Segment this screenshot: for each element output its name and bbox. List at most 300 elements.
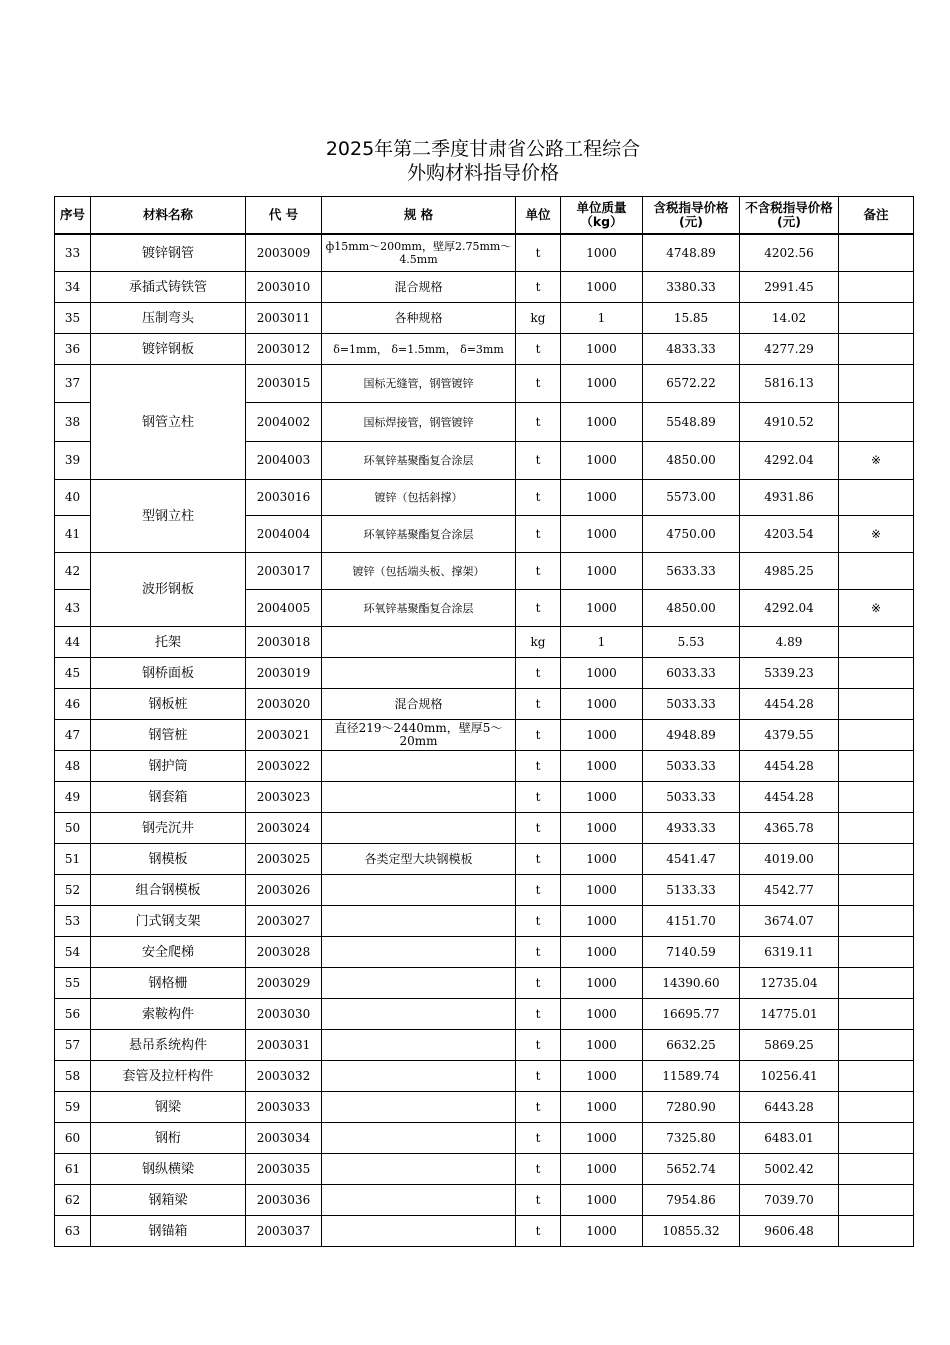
cell-name: 门式钢支架 (91, 906, 246, 937)
cell-spec: 镀锌（包括端头板、撑架） (322, 553, 516, 590)
cell-spec (322, 751, 516, 782)
header-note: 备注 (839, 197, 914, 235)
table-row (55, 658, 914, 689)
table-row (55, 968, 914, 999)
cell-mass: 1000 (561, 782, 643, 813)
cell-price-notax: 5816.13 (740, 365, 839, 403)
cell-code: 2003022 (246, 751, 322, 782)
cell-note (839, 999, 914, 1030)
cell-spec (322, 999, 516, 1030)
cell-note (839, 720, 914, 751)
cell-price-tax: 4850.00 (643, 590, 740, 627)
cell-price-tax: 11589.74 (643, 1061, 740, 1092)
cell-unit: kg (516, 303, 561, 334)
cell-price-notax: 6443.28 (740, 1092, 839, 1123)
cell-price-tax: 5573.00 (643, 480, 740, 516)
header-price-tax: 含税指导价格(元) (643, 197, 740, 235)
cell-code: 2003029 (246, 968, 322, 999)
cell-note (839, 303, 914, 334)
table-row (55, 720, 914, 751)
cell-price-notax: 4019.00 (740, 844, 839, 875)
cell-note (839, 272, 914, 303)
cell-spec (322, 1154, 516, 1185)
cell-unit: t (516, 234, 561, 272)
cell-seq: 48 (55, 751, 91, 782)
cell-price-notax: 4542.77 (740, 875, 839, 906)
cell-price-tax: 4748.89 (643, 234, 740, 272)
cell-unit: t (516, 906, 561, 937)
cell-mass: 1000 (561, 1092, 643, 1123)
cell-spec (322, 968, 516, 999)
cell-seq: 49 (55, 782, 91, 813)
cell-note (839, 937, 914, 968)
cell-code: 2003036 (246, 1185, 322, 1216)
cell-price-tax: 4948.89 (643, 720, 740, 751)
cell-name: 钢桁 (91, 1123, 246, 1154)
cell-note (839, 334, 914, 365)
cell-note (839, 813, 914, 844)
cell-name: 钢箱梁 (91, 1185, 246, 1216)
cell-seq: 60 (55, 1123, 91, 1154)
cell-code: 2003025 (246, 844, 322, 875)
cell-spec: δ=1mm， δ=1.5mm， δ=3mm (322, 334, 516, 365)
cell-seq: 55 (55, 968, 91, 999)
cell-seq: 41 (55, 516, 91, 553)
cell-price-tax: 5652.74 (643, 1154, 740, 1185)
cell-name: 套管及拉杆构件 (91, 1061, 246, 1092)
cell-code: 2003016 (246, 480, 322, 516)
cell-spec (322, 627, 516, 658)
cell-code: 2004004 (246, 516, 322, 553)
cell-mass: 1000 (561, 365, 643, 403)
cell-price-notax: 4292.04 (740, 590, 839, 627)
cell-price-notax: 4203.54 (740, 516, 839, 553)
cell-mass: 1000 (561, 906, 643, 937)
cell-mass: 1000 (561, 658, 643, 689)
cell-note (839, 553, 914, 590)
cell-seq: 43 (55, 590, 91, 627)
cell-price-notax: 4931.86 (740, 480, 839, 516)
cell-price-tax: 4850.00 (643, 442, 740, 480)
cell-note: ※ (839, 516, 914, 553)
cell-unit: t (516, 516, 561, 553)
cell-code: 2003035 (246, 1154, 322, 1185)
cell-note (839, 1030, 914, 1061)
cell-price-notax: 2991.45 (740, 272, 839, 303)
cell-price-tax: 4541.47 (643, 844, 740, 875)
cell-mass: 1000 (561, 813, 643, 844)
cell-price-tax: 5548.89 (643, 403, 740, 442)
cell-code: 2003023 (246, 782, 322, 813)
cell-spec (322, 937, 516, 968)
cell-spec: 混合规格 (322, 689, 516, 720)
cell-spec (322, 658, 516, 689)
table-row (55, 365, 914, 403)
cell-price-notax: 4379.55 (740, 720, 839, 751)
cell-note (839, 751, 914, 782)
table-row (55, 272, 914, 303)
cell-code: 2003034 (246, 1123, 322, 1154)
cell-seq: 44 (55, 627, 91, 658)
cell-price-notax: 10256.41 (740, 1061, 839, 1092)
cell-unit: t (516, 875, 561, 906)
cell-mass: 1 (561, 627, 643, 658)
cell-mass: 1000 (561, 403, 643, 442)
cell-price-notax: 9606.48 (740, 1216, 839, 1247)
cell-code: 2004005 (246, 590, 322, 627)
cell-spec (322, 1030, 516, 1061)
cell-note: ※ (839, 442, 914, 480)
header-seq: 序号 (55, 197, 91, 235)
cell-price-tax: 4151.70 (643, 906, 740, 937)
cell-seq: 62 (55, 1185, 91, 1216)
cell-price-notax: 4277.29 (740, 334, 839, 365)
cell-mass: 1000 (561, 590, 643, 627)
cell-code: 2004003 (246, 442, 322, 480)
cell-unit: t (516, 403, 561, 442)
table-row (55, 553, 914, 590)
cell-code: 2003018 (246, 627, 322, 658)
cell-name: 型钢立柱 (91, 480, 246, 553)
cell-mass: 1000 (561, 480, 643, 516)
cell-name: 钢管桩 (91, 720, 246, 751)
cell-note (839, 658, 914, 689)
cell-price-tax: 6572.22 (643, 365, 740, 403)
cell-mass: 1000 (561, 1030, 643, 1061)
cell-name: 托架 (91, 627, 246, 658)
cell-spec: 镀锌（包括斜撑） (322, 480, 516, 516)
cell-note (839, 1154, 914, 1185)
cell-price-tax: 7325.80 (643, 1123, 740, 1154)
cell-code: 2003010 (246, 272, 322, 303)
cell-seq: 61 (55, 1154, 91, 1185)
cell-unit: t (516, 365, 561, 403)
cell-unit: t (516, 334, 561, 365)
cell-note (839, 1092, 914, 1123)
cell-name: 钢板桩 (91, 689, 246, 720)
cell-mass: 1000 (561, 875, 643, 906)
cell-mass: 1000 (561, 553, 643, 590)
cell-unit: t (516, 782, 561, 813)
cell-seq: 42 (55, 553, 91, 590)
cell-seq: 45 (55, 658, 91, 689)
cell-unit: t (516, 999, 561, 1030)
cell-price-tax: 3380.33 (643, 272, 740, 303)
cell-mass: 1000 (561, 272, 643, 303)
table-row (55, 844, 914, 875)
header-unit: 单位 (516, 197, 561, 235)
cell-seq: 53 (55, 906, 91, 937)
table-row (55, 1154, 914, 1185)
cell-price-notax: 3674.07 (740, 906, 839, 937)
cell-price-tax: 15.85 (643, 303, 740, 334)
cell-price-tax: 5133.33 (643, 875, 740, 906)
cell-note (839, 627, 914, 658)
cell-seq: 39 (55, 442, 91, 480)
cell-spec (322, 875, 516, 906)
price-table (54, 196, 914, 1247)
cell-code: 2003032 (246, 1061, 322, 1092)
cell-mass: 1000 (561, 1185, 643, 1216)
cell-seq: 47 (55, 720, 91, 751)
cell-unit: t (516, 272, 561, 303)
cell-spec: 环氧锌基聚酯复合涂层 (322, 442, 516, 480)
header-spec: 规 格 (322, 197, 516, 235)
cell-price-notax: 5339.23 (740, 658, 839, 689)
cell-unit: t (516, 689, 561, 720)
cell-spec: 各种规格 (322, 303, 516, 334)
cell-mass: 1000 (561, 1216, 643, 1247)
table-row (55, 813, 914, 844)
cell-code: 2003030 (246, 999, 322, 1030)
cell-code: 2003033 (246, 1092, 322, 1123)
cell-note (839, 782, 914, 813)
cell-price-notax: 4202.56 (740, 234, 839, 272)
header-mass: 单位质量（kg） (561, 197, 643, 235)
cell-unit: t (516, 720, 561, 751)
cell-note (839, 1216, 914, 1247)
cell-code: 2003011 (246, 303, 322, 334)
cell-seq: 63 (55, 1216, 91, 1247)
cell-seq: 52 (55, 875, 91, 906)
cell-code: 2003027 (246, 906, 322, 937)
cell-code: 2003028 (246, 937, 322, 968)
cell-price-tax: 6033.33 (643, 658, 740, 689)
cell-price-notax: 5002.42 (740, 1154, 839, 1185)
cell-price-tax: 7140.59 (643, 937, 740, 968)
cell-mass: 1000 (561, 1123, 643, 1154)
cell-unit: t (516, 480, 561, 516)
cell-name: 钢管立柱 (91, 365, 246, 480)
cell-price-tax: 4933.33 (643, 813, 740, 844)
cell-note (839, 968, 914, 999)
table-row (55, 1216, 914, 1247)
table-row (55, 480, 914, 516)
cell-unit: t (516, 1154, 561, 1185)
table-row (55, 1092, 914, 1123)
cell-mass: 1000 (561, 689, 643, 720)
table-row (55, 782, 914, 813)
cell-name: 索鞍构件 (91, 999, 246, 1030)
cell-unit: t (516, 937, 561, 968)
cell-unit: t (516, 1030, 561, 1061)
cell-price-tax: 5033.33 (643, 751, 740, 782)
cell-price-notax: 5869.25 (740, 1030, 839, 1061)
cell-spec: 直径219～2440mm，壁厚5～20mm (322, 720, 516, 751)
cell-unit: t (516, 813, 561, 844)
cell-mass: 1000 (561, 334, 643, 365)
cell-spec: 国标焊接管，钢管镀锌 (322, 403, 516, 442)
cell-price-tax: 16695.77 (643, 999, 740, 1030)
cell-price-notax: 4985.25 (740, 553, 839, 590)
cell-seq: 57 (55, 1030, 91, 1061)
cell-mass: 1000 (561, 751, 643, 782)
cell-code: 2003009 (246, 234, 322, 272)
cell-unit: t (516, 590, 561, 627)
cell-mass: 1000 (561, 1061, 643, 1092)
cell-note (839, 480, 914, 516)
cell-price-notax: 4454.28 (740, 689, 839, 720)
cell-note (839, 689, 914, 720)
table-row (55, 334, 914, 365)
cell-name: 钢纵横梁 (91, 1154, 246, 1185)
cell-seq: 50 (55, 813, 91, 844)
cell-seq: 59 (55, 1092, 91, 1123)
cell-unit: kg (516, 627, 561, 658)
cell-note (839, 365, 914, 403)
cell-spec: 混合规格 (322, 272, 516, 303)
cell-price-tax: 5033.33 (643, 689, 740, 720)
cell-seq: 46 (55, 689, 91, 720)
cell-unit: t (516, 751, 561, 782)
cell-unit: t (516, 658, 561, 689)
table-row (55, 1123, 914, 1154)
page-title-line2: 外购材料指导价格 (406, 162, 559, 184)
cell-unit: t (516, 1123, 561, 1154)
cell-price-tax: 10855.32 (643, 1216, 740, 1247)
cell-mass: 1000 (561, 937, 643, 968)
cell-seq: 38 (55, 403, 91, 442)
cell-price-notax: 6483.01 (740, 1123, 839, 1154)
cell-spec: 环氧锌基聚酯复合涂层 (322, 516, 516, 553)
cell-unit: t (516, 1216, 561, 1247)
cell-mass: 1000 (561, 844, 643, 875)
header-price-notax: 不含税指导价格(元) (740, 197, 839, 235)
cell-note (839, 234, 914, 272)
cell-price-notax: 14775.01 (740, 999, 839, 1030)
cell-spec (322, 1092, 516, 1123)
cell-note (839, 1123, 914, 1154)
cell-seq: 56 (55, 999, 91, 1030)
table-row (55, 689, 914, 720)
cell-seq: 51 (55, 844, 91, 875)
cell-price-tax: 4750.00 (643, 516, 740, 553)
cell-price-notax: 4.89 (740, 627, 839, 658)
table-row (55, 303, 914, 334)
cell-code: 2003031 (246, 1030, 322, 1061)
cell-price-notax: 4292.04 (740, 442, 839, 480)
cell-spec (322, 813, 516, 844)
table-row (55, 751, 914, 782)
cell-price-tax: 4833.33 (643, 334, 740, 365)
cell-unit: t (516, 844, 561, 875)
cell-mass: 1000 (561, 442, 643, 480)
cell-code: 2004002 (246, 403, 322, 442)
cell-spec: 国标无缝管，钢管镀锌 (322, 365, 516, 403)
cell-name: 钢套箱 (91, 782, 246, 813)
cell-code: 2003019 (246, 658, 322, 689)
cell-unit: t (516, 1185, 561, 1216)
cell-spec: 各类定型大块钢模板 (322, 844, 516, 875)
cell-price-tax: 6632.25 (643, 1030, 740, 1061)
cell-name: 钢护筒 (91, 751, 246, 782)
cell-note (839, 906, 914, 937)
cell-name: 钢壳沉井 (91, 813, 246, 844)
cell-name: 压制弯头 (91, 303, 246, 334)
cell-price-notax: 4454.28 (740, 751, 839, 782)
cell-name: 组合钢模板 (91, 875, 246, 906)
table-row (55, 627, 914, 658)
cell-mass: 1000 (561, 999, 643, 1030)
cell-note: ※ (839, 590, 914, 627)
cell-spec (322, 1123, 516, 1154)
cell-spec (322, 1216, 516, 1247)
cell-seq: 37 (55, 365, 91, 403)
cell-price-tax: 5.53 (643, 627, 740, 658)
page-title-line1: 2025年第二季度甘肃省公路工程综合 (325, 138, 641, 160)
table-row (55, 999, 914, 1030)
cell-mass: 1000 (561, 234, 643, 272)
cell-mass: 1000 (561, 516, 643, 553)
cell-mass: 1000 (561, 720, 643, 751)
cell-price-notax: 6319.11 (740, 937, 839, 968)
cell-unit: t (516, 968, 561, 999)
cell-note (839, 403, 914, 442)
cell-mass: 1 (561, 303, 643, 334)
table-row (55, 1030, 914, 1061)
cell-spec (322, 906, 516, 937)
cell-price-tax: 5633.33 (643, 553, 740, 590)
cell-code: 2003021 (246, 720, 322, 751)
cell-seq: 58 (55, 1061, 91, 1092)
cell-code: 2003020 (246, 689, 322, 720)
header-code: 代 号 (246, 197, 322, 235)
cell-seq: 36 (55, 334, 91, 365)
cell-name: 钢桥面板 (91, 658, 246, 689)
cell-name: 承插式铸铁管 (91, 272, 246, 303)
cell-price-notax: 7039.70 (740, 1185, 839, 1216)
table-row (55, 234, 914, 272)
cell-unit: t (516, 553, 561, 590)
cell-price-tax: 14390.60 (643, 968, 740, 999)
table-header-row (55, 197, 914, 235)
cell-price-notax: 14.02 (740, 303, 839, 334)
cell-code: 2003037 (246, 1216, 322, 1247)
cell-price-tax: 5033.33 (643, 782, 740, 813)
table-row (55, 937, 914, 968)
cell-seq: 54 (55, 937, 91, 968)
cell-name: 镀锌钢板 (91, 334, 246, 365)
cell-name: 钢格栅 (91, 968, 246, 999)
table-row (55, 1185, 914, 1216)
cell-seq: 40 (55, 480, 91, 516)
cell-name: 钢梁 (91, 1092, 246, 1123)
cell-name: 悬吊系统构件 (91, 1030, 246, 1061)
cell-spec (322, 1061, 516, 1092)
cell-name: 镀锌钢管 (91, 234, 246, 272)
cell-seq: 34 (55, 272, 91, 303)
cell-spec (322, 782, 516, 813)
cell-mass: 1000 (561, 1154, 643, 1185)
cell-code: 2003024 (246, 813, 322, 844)
cell-note (839, 1185, 914, 1216)
cell-code: 2003026 (246, 875, 322, 906)
cell-seq: 33 (55, 234, 91, 272)
cell-name: 钢锚箱 (91, 1216, 246, 1247)
cell-name: 波形钢板 (91, 553, 246, 627)
cell-price-tax: 7954.86 (643, 1185, 740, 1216)
cell-price-notax: 4454.28 (740, 782, 839, 813)
cell-price-notax: 12735.04 (740, 968, 839, 999)
cell-note (839, 875, 914, 906)
cell-note (839, 844, 914, 875)
table-row (55, 1061, 914, 1092)
cell-price-tax: 7280.90 (643, 1092, 740, 1123)
cell-price-notax: 4365.78 (740, 813, 839, 844)
cell-spec (322, 1185, 516, 1216)
cell-code: 2003012 (246, 334, 322, 365)
cell-unit: t (516, 1092, 561, 1123)
